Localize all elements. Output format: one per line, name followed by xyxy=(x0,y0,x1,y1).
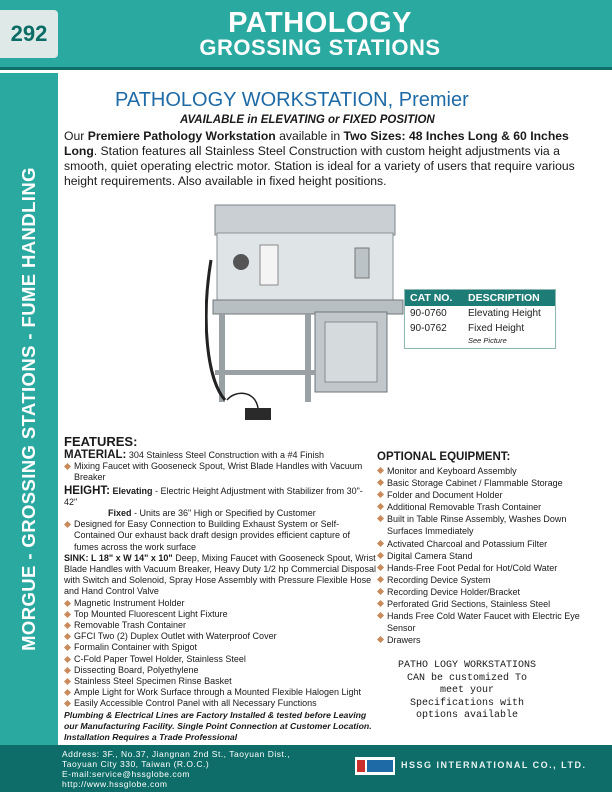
list-item: C-Fold Paper Towel Holder, Stainless Steel xyxy=(64,654,376,665)
list-item: Folder and Document Holder xyxy=(377,489,597,501)
list-item: Recording Device System xyxy=(377,574,597,586)
list-item: Hands Free Cold Water Faucet with Electric Eye Sensor xyxy=(377,610,597,634)
list-item: Mixing Faucet with Gooseneck Spout, Wrist Blade Handles with Vacuum Breaker xyxy=(64,461,376,483)
list-item: Ample Light for Work Surface through a Mounted Flexible Halogen Light xyxy=(64,687,376,698)
optional-list xyxy=(377,465,597,646)
list-item: Built in Table Rinse Assembly, Washes Down Surfaces Immediately xyxy=(377,513,597,537)
table-row: 90-0760 Elevating Height xyxy=(410,308,541,319)
list-item: Dissecting Board, Polyethylene xyxy=(64,665,376,676)
header-title-line2: GROSSING STATIONS xyxy=(199,35,441,60)
list-item: Basic Storage Cabinet / Flammable Storage xyxy=(377,477,597,489)
list-item: Perforated Grid Sections, Stainless Steel xyxy=(377,598,597,610)
list-item: Stainless Steel Specimen Rinse Basket xyxy=(64,676,376,687)
material-line: MATERIAL: 304 Stainless Steel Construction with a #4 Finish xyxy=(64,449,324,461)
optional-heading: OPTIONAL EQUIPMENT: xyxy=(377,451,511,463)
see-picture-note: See Picture xyxy=(468,336,507,345)
workstation-photo xyxy=(205,200,405,430)
list-item: Additional Removable Trash Container xyxy=(377,501,597,513)
list-item: Top Mounted Fluorescent Light Fixture xyxy=(64,609,376,620)
availability-note: AVAILABLE in ELEVATING or FIXED POSITION xyxy=(180,114,435,126)
features-heading: FEATURES: xyxy=(64,434,138,449)
list-item: GFCI Two (2) Duplex Outlet with Waterproof Cover xyxy=(64,631,376,642)
table-row: 90-0762 Fixed Height xyxy=(410,323,525,334)
footer-website-link[interactable]: http://www.hssglobe.com xyxy=(62,779,168,789)
customization-note: PATHO LOGY WORKSTATIONS CAN be customized To meet your Specifications with options available xyxy=(397,660,537,721)
page-header xyxy=(0,0,612,70)
features-list xyxy=(64,450,376,710)
list-item: Drawers xyxy=(377,634,597,646)
list-item: Digital Camera Stand xyxy=(377,550,597,562)
list-item: Activated Charcoal and Potassium Filter xyxy=(377,538,597,550)
page-number: 292 xyxy=(0,10,58,58)
cat-no-header: CAT NO. xyxy=(410,292,453,304)
catalog-header-row xyxy=(405,290,555,306)
sink-line: SINK: L 18" x W 14" x 10" Deep, Mixing Faucet with Gooseneck Spout, Wrist Blade Handles with Vacuum Breaker, Heavy Duty 1/2 hp Commercial Disposal with Switch and Solenoid, Spray Hose Assembly with Pressure Flexible Hose and Hand Control Valve xyxy=(64,552,376,597)
catalog-table xyxy=(404,289,556,349)
product-title: PATHOLOGY WORKSTATION, Premier xyxy=(115,89,469,111)
list-item: Removable Trash Container xyxy=(64,620,376,631)
side-banner-text: MORGUE - GROSSING STATIONS - FUME HANDLING xyxy=(18,167,39,651)
height-fixed-line: Fixed - Units are 36" High or Specified by Customer xyxy=(108,508,316,519)
footer-address: Address: 3F., No.37, Jiangnan 2nd St., Taoyuan Dist., Taoyuan City 330, Taiwan (R.O.C.) E-mail:service@hssglobe.com http://www.hssglobe.com xyxy=(62,749,291,789)
list-item: Magnetic Instrument Holder xyxy=(64,598,376,609)
hssg-logo-icon xyxy=(355,757,395,775)
footer-email[interactable]: E-mail:service@hssglobe.com xyxy=(62,769,190,779)
list-item: Recording Device Holder/Bracket xyxy=(377,586,597,598)
list-item: Easily Accessible Control Panel with all Necessary Functions xyxy=(64,698,376,709)
header-title-line1: PATHOLOGY xyxy=(228,7,412,39)
description-header: DESCRIPTION xyxy=(468,292,540,304)
list-item: Hands-Free Foot Pedal for Hot/Cold Water xyxy=(377,562,597,574)
list-item: Designed for Easy Connection to Building Exhaust System or Self-Contained Our exhaust back draft design provides efficient capture of fumes across the work surface xyxy=(64,519,376,553)
footer-corner xyxy=(0,745,58,792)
product-intro: Our Premiere Pathology Workstation available in Two Sizes: 48 Inches Long & 60 Inches Long. Station features all Stainless Steel Construction with custom height adjustments via a smooth, quiet operating electric motor. Station is ideal for a variety of users that require various height requirements. Also available in fixed height positions. xyxy=(64,129,575,188)
company-name: HSSG INTERNATIONAL CO., LTD. xyxy=(401,760,587,770)
installation-note: Plumbing & Electrical Lines are Factory Installed & tested before Leaving our Manufacturing Facility. Single Point Connection at Customer Location. Installation Requires a Trade Professional xyxy=(64,710,372,742)
height-line: HEIGHT: Elevating - Electric Height Adjustment with Stabilizer from 30"- 42" xyxy=(64,484,363,507)
list-item: Monitor and Keyboard Assembly xyxy=(377,465,597,477)
list-item: Formalin Container with Spigot xyxy=(64,642,376,653)
